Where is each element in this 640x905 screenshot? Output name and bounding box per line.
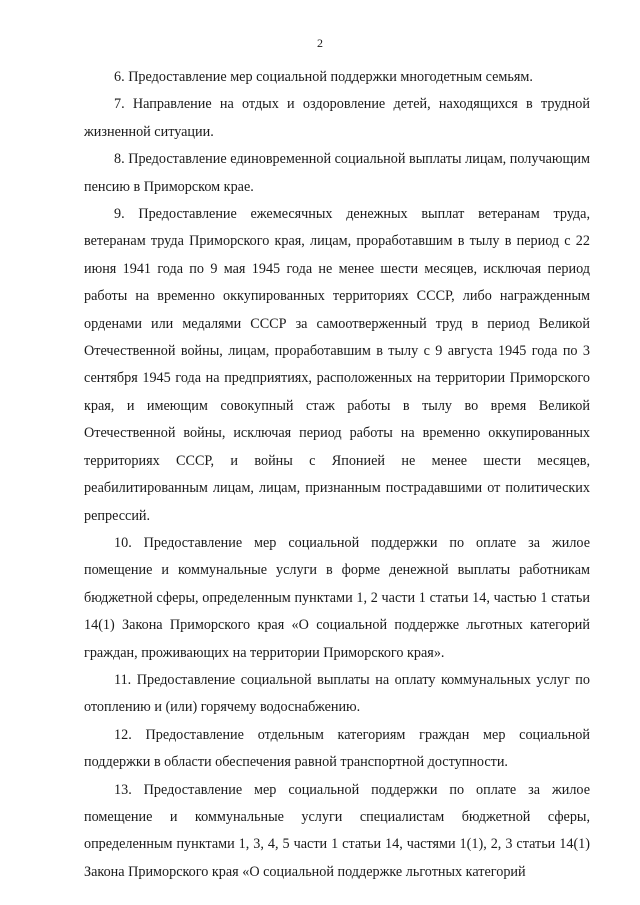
document-body <box>84 64 590 886</box>
paragraph-item-10: 10. Предоставление мер социальной поддержки по оплате за жилое помещение и коммунальные услуги в форме денежной выплаты работникам бюджетной сферы, определенным пунктами 1, 2 части 1 статьи 14, частью 1 статьи 14(1) Закона Приморского края «О социальной поддержке льготных категорий граждан, проживающих на территории Приморского края». <box>84 534 590 661</box>
page-number: 2 <box>317 36 323 50</box>
paragraph-item-6: 6. Предоставление мер социальной поддержки многодетным семьям. <box>114 69 533 85</box>
paragraph-item-11: 11. Предоставление социальной выплаты на оплату коммунальных услуг по отоплению и (или) горячему водоснабжению. <box>84 671 590 716</box>
paragraph-item-13: 13. Предоставление мер социальной поддержки по оплате за жилое помещение и коммунальные услуги специалистам бюджетной сферы, определенным пунктами 1, 3, 4, 5 части 1 статьи 14, частями 1(1), 2, 3 статьи 14(1) Закона Приморского края «О социальной поддержке льготных категорий <box>84 781 590 880</box>
paragraph-item-9: 9. Предоставление ежемесячных денежных выплат ветеранам труда, ветеранам труда Приморского края, лицам, проработавшим в тылу в период с 22 июня 1941 года по 9 мая 1945 года не менее шести месяцев, исключая период работы на временно оккупированных территориях СССР, либо награжденным орденами или медалями СССР за самоотверженный труд в период Великой Отечественной войны, лицам, проработавшим в тылу с 9 августа 1945 года по 3 сентября 1945 года на предприятиях, расположенных на территории Приморского края, и имеющим совокупный стаж работы в тылу во время Великой Отечественной войны, исключая период работы на временно оккупированных территориях СССР, и войны с Японией не менее шести месяцев, реабилитированным лицам, лицам, признанным пострадавшими от политических репрессий. <box>84 206 590 524</box>
paragraph-item-12: 12. Предоставление отдельным категориям граждан мер социальной поддержки в области обеспечения равной транспортной доступности. <box>84 726 590 771</box>
paragraph-item-7: 7. Направление на отдых и оздоровление детей, находящихся в трудной жизненной ситуации. <box>84 96 590 140</box>
paragraph-item-8: 8. Предоставление единовременной социальной выплаты лицам, получающим пенсию в Приморском крае. <box>84 151 590 195</box>
